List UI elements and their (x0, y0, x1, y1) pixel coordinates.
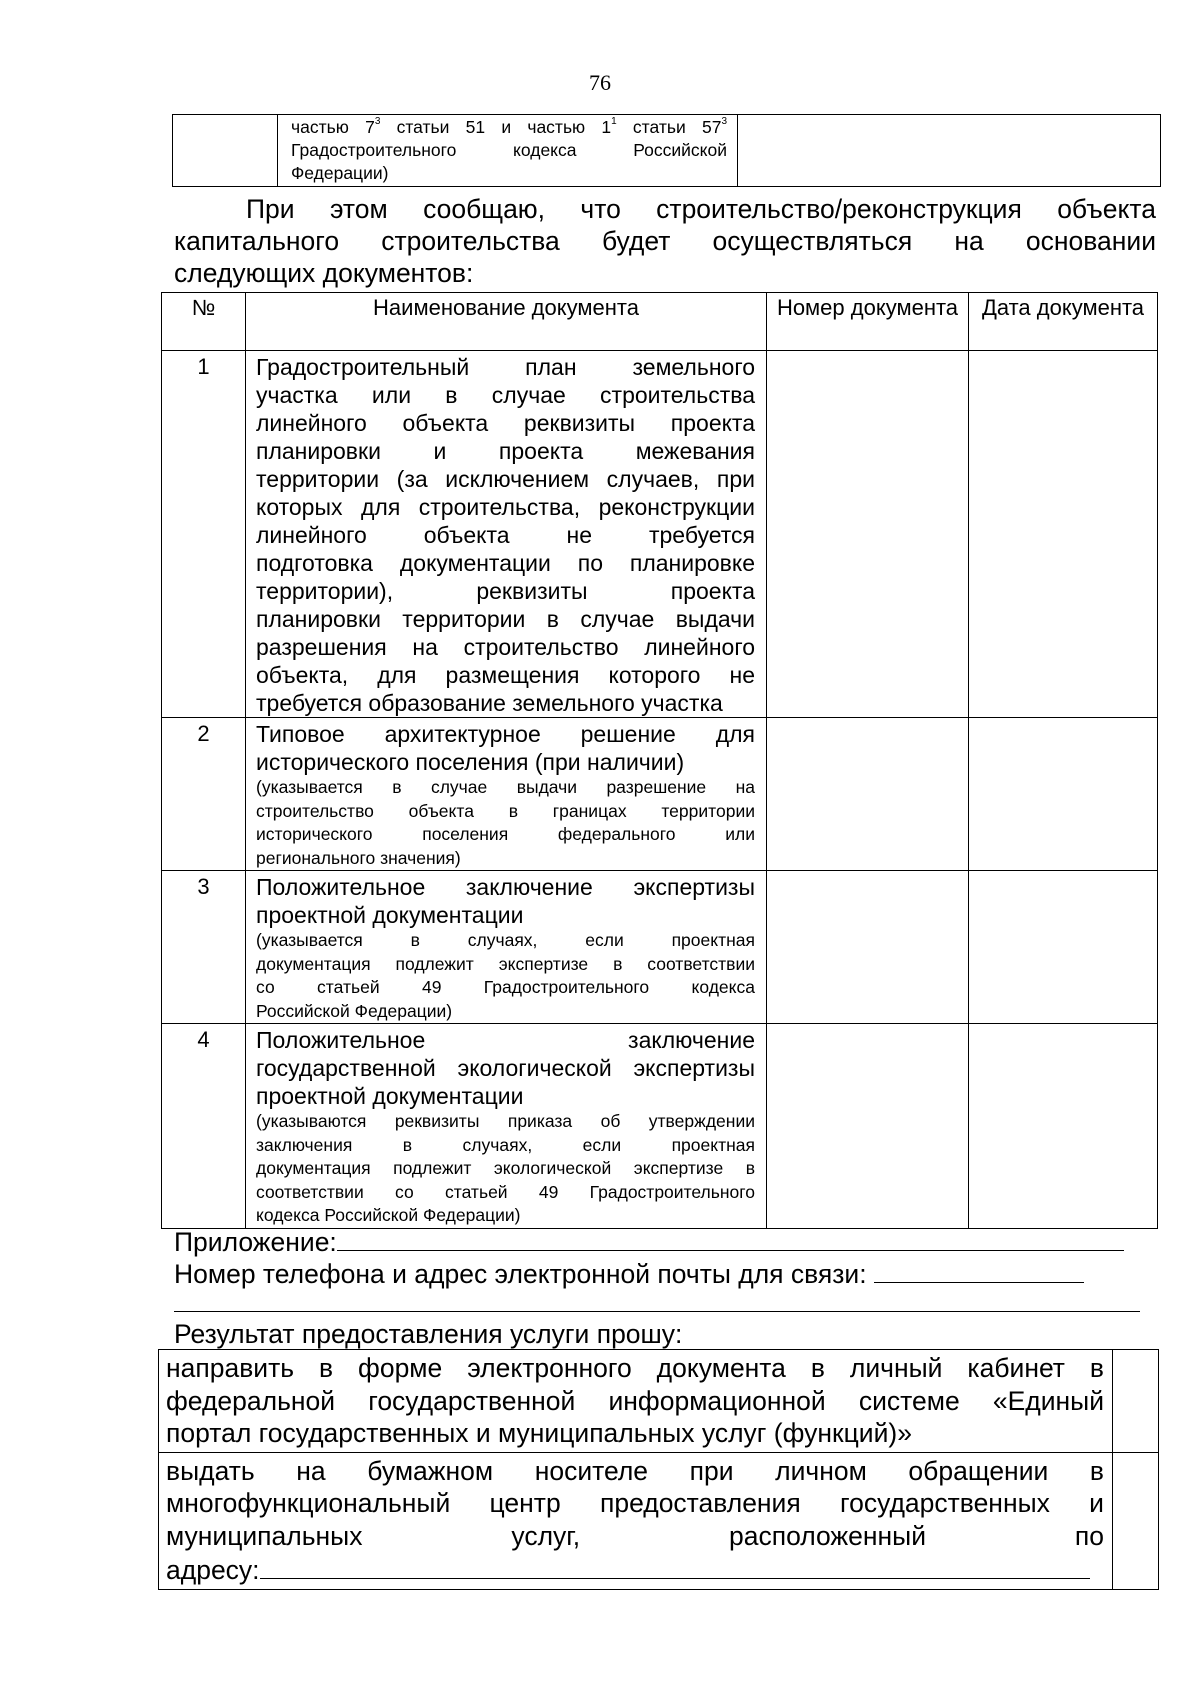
document-name-cell (246, 351, 767, 718)
text-line: подготовка документации по планировке (256, 550, 755, 576)
doc-date-cell[interactable] (969, 871, 1158, 1024)
text-line: следующих документов: (174, 258, 474, 288)
table-row (159, 1350, 1159, 1453)
text-line: направить в форме электронного документа в личный кабинет в (166, 1353, 1104, 1383)
address-label: адресу: (166, 1555, 260, 1585)
text-line: проектной документации (256, 902, 524, 928)
row-number: 1 (162, 351, 246, 718)
text-line: участка или в случае строительства (256, 382, 755, 408)
text-line: выдать на бумажном носителе при личном обращении в (166, 1455, 1104, 1486)
table-header-row (162, 293, 1158, 351)
text-line: федеральной государственной информационной системе «Единый (166, 1385, 1104, 1416)
continuation-text (278, 115, 738, 187)
result-option-paper-checkbox[interactable] (1113, 1452, 1159, 1589)
table-row (159, 1452, 1159, 1589)
note-line: (указывается в случае выдачи разрешение на (256, 777, 755, 797)
result-option-paper (159, 1452, 1113, 1589)
note-line: соответствии со статьей 49 Градостроительного (256, 1181, 755, 1202)
row-number: 2 (162, 718, 246, 871)
text-line: планировки территории в случае выдачи (256, 606, 755, 632)
text-line: исторического поселения (при наличии) (256, 749, 685, 775)
page-number: 76 (589, 70, 611, 95)
result-option-electronic-checkbox[interactable] (1113, 1350, 1159, 1453)
row-number: 3 (162, 871, 246, 1024)
note-line: Российской Федерации) (256, 1000, 453, 1021)
header-doc-number: Номер документа (767, 293, 969, 351)
text-line: портал государственных и муниципальных услуг (функций)» (166, 1418, 912, 1448)
text-line: территории), реквизиты проекта (256, 578, 755, 604)
text-line: Положительное заключение (256, 1027, 755, 1053)
text-line: Градостроительный план земельного (256, 354, 755, 380)
doc-number-cell[interactable] (767, 871, 969, 1024)
note-line: документация подлежит экологической экспертизе в (256, 1158, 755, 1178)
table-row (162, 1024, 1158, 1229)
text-line: Положительное заключение экспертизы (256, 874, 755, 900)
table-row (162, 871, 1158, 1024)
text-line: территории (за исключением случаев, при (256, 466, 755, 492)
text-line: которых для строительства, реконструкции (256, 494, 755, 520)
text-line: линейного объекта реквизиты проекта (256, 410, 755, 436)
attachment-label: Приложение: (174, 1227, 337, 1257)
empty-cell (738, 115, 1161, 187)
note-line: заключения в случаях, если проектная (256, 1134, 755, 1155)
doc-date-cell[interactable] (969, 351, 1158, 718)
contact-field-continuation[interactable] (174, 1311, 1140, 1312)
row-number: 4 (162, 1024, 246, 1229)
text-line: Федерации) (291, 163, 389, 183)
text-line: муниципальных услуг, расположенный по (166, 1520, 1104, 1551)
note-line: документация подлежит экспертизе в соответствии (256, 953, 755, 974)
contact-line (174, 1256, 1084, 1290)
document-name-cell (246, 718, 767, 871)
doc-date-cell[interactable] (969, 1024, 1158, 1229)
document-name-cell (246, 871, 767, 1024)
note-line: (указывается в случаях, если проектная (256, 930, 755, 950)
note-line: (указываются реквизиты приказа об утверждении (256, 1111, 755, 1131)
doc-number-cell[interactable] (767, 1024, 969, 1229)
result-option-electronic (159, 1350, 1113, 1453)
intro-paragraph (174, 193, 1156, 289)
text-line: многофункциональный центр предоставления государственных и (166, 1488, 1104, 1518)
table-row (162, 351, 1158, 718)
note-line: со статьей 49 Градостроительного кодекса (256, 977, 755, 997)
continuation-table (172, 114, 1161, 187)
contact-field[interactable] (874, 1256, 1084, 1283)
attachment-field[interactable] (337, 1224, 1124, 1251)
text-line: планировки и проекта межевания (256, 438, 755, 464)
table-row (162, 718, 1158, 871)
text-line: объекта, для размещения которого не (256, 662, 755, 688)
contact-label: Номер телефона и адрес электронной почты для связи: (174, 1259, 867, 1289)
attachment-line (174, 1224, 1124, 1258)
note-line: кодекса Российской Федерации) (256, 1205, 521, 1225)
address-line (166, 1552, 1104, 1587)
address-field[interactable] (260, 1552, 1090, 1579)
text-line: частью $7^3$ статьи 51 и частью $1^1$ статьи $57^3$ (291, 116, 727, 137)
doc-number-cell[interactable] (767, 351, 969, 718)
result-label: Результат предоставления услуги прошу: (174, 1319, 683, 1349)
text-line: капитального строительства будет осуществляться на основании (174, 226, 1156, 256)
note-line: исторического поселения федерального или (256, 824, 755, 844)
text-line: проектной документации (256, 1083, 524, 1109)
doc-number-cell[interactable] (767, 718, 969, 871)
documents-table (161, 292, 1158, 1229)
text-line: линейного объекта не требуется (256, 522, 755, 548)
text-line: государственной экологической экспертизы (256, 1055, 755, 1081)
text-line: Градостроительного кодекса Российской (291, 140, 727, 160)
document-name-cell (246, 1024, 767, 1229)
text-line: Типовое архитектурное решение для (256, 721, 755, 747)
text-line: При этом сообщаю, что строительство/реконструкция объекта (246, 194, 1156, 224)
header-doc-date: Дата документа (969, 293, 1158, 351)
table-row (173, 115, 1161, 187)
header-name: Наименование документа (246, 293, 767, 351)
doc-date-cell[interactable] (969, 718, 1158, 871)
header-num: № (162, 293, 246, 351)
text-line: разрешения на строительство линейного (256, 634, 755, 660)
text-line: требуется образование земельного участка (256, 690, 723, 716)
note-line: регионального значения) (256, 847, 461, 868)
empty-cell (173, 115, 278, 187)
note-line: строительство объекта в границах территории (256, 800, 755, 821)
result-options-table (158, 1349, 1159, 1590)
